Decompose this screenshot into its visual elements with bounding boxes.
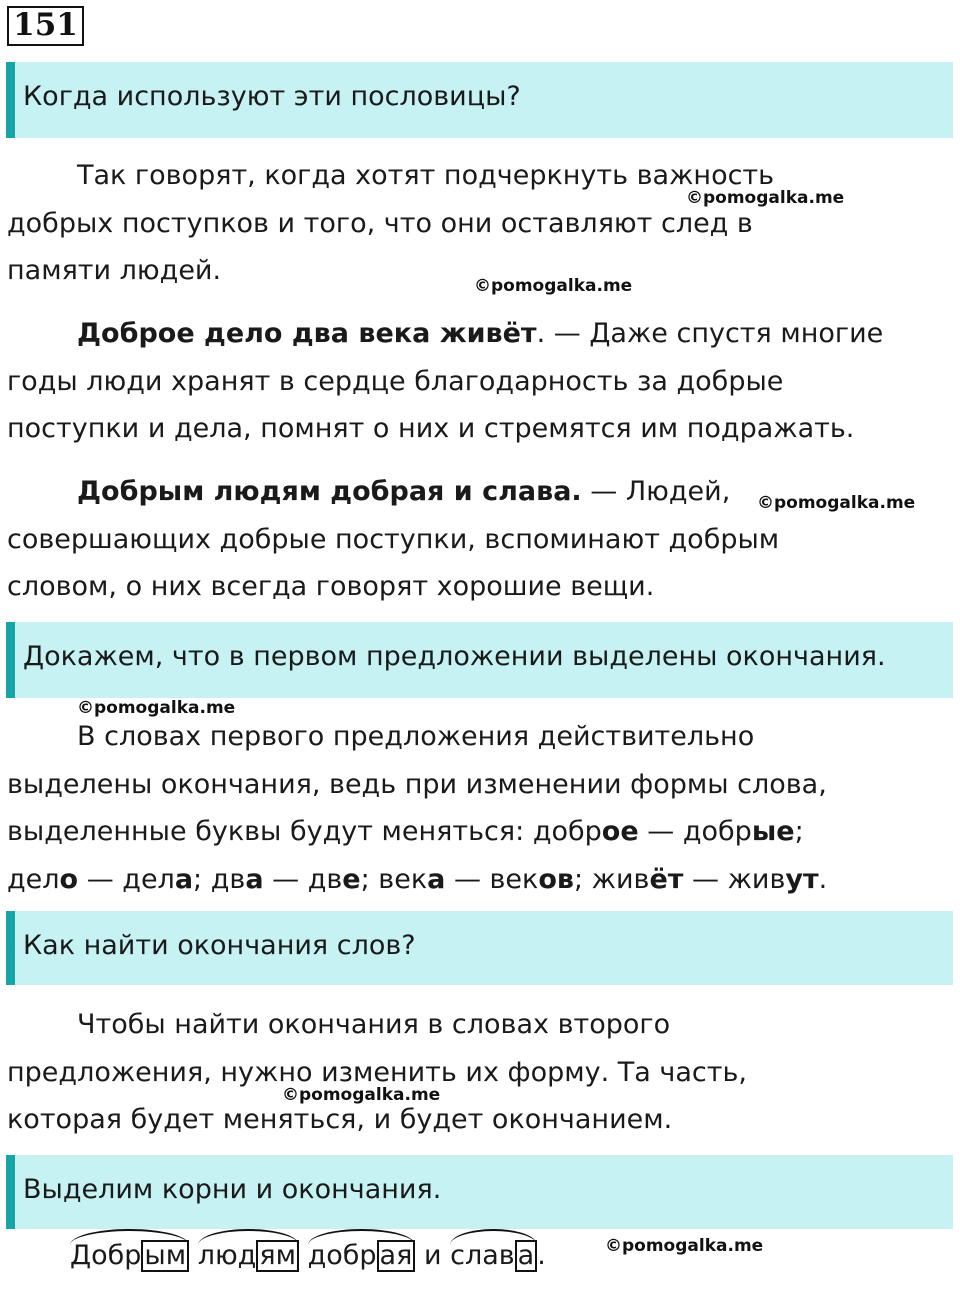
word-3 [308,1232,416,1280]
answer-paragraph-1: Так говорят, когда хотят подчеркнуть важность добрых поступков и того, что они оставляют след в памяти людей. [7,160,775,286]
question-header-4 [6,1155,953,1229]
word-5 [450,1232,537,1280]
task-number: 151 [7,6,84,46]
question-header-2 [6,622,953,698]
question-header-3 [6,911,953,985]
root: слав [450,1240,515,1271]
question-text: Как найти окончания слов? [23,930,416,961]
question-text: Когда используют эти пословицы? [23,81,521,112]
proverb-1: Доброе дело два века живёт [77,318,537,349]
watermark: ©pomogalka.me [474,276,633,296]
watermark: ©pomogalka.me [77,698,236,718]
question-text: Докажем, что в первом предложении выделены окончания. [23,641,886,672]
word-2 [198,1232,299,1280]
word-4: и [423,1240,442,1271]
question-text: Выделим корни и окончания. [23,1174,442,1205]
root: люд [197,1240,257,1271]
root: Добр [70,1240,142,1271]
watermark: ©pomogalka.me [605,1236,764,1256]
answer-paragraph-3: Добрым людям добрая и слава. — Людей, совершающих добрые поступки, вспоминают добрым словом, о них всегда говорят хорошие вещи. [7,476,780,602]
answer-paragraph-2: Доброе дело два века живёт. — Даже спустя многие годы люди хранят в сердце благодарность за добрые поступки и дела, помнят о них и стремятся им подражать. [7,318,884,444]
ending: ым [141,1240,189,1272]
answer-paragraph-5: Чтобы найти окончания в словах второго предложения, нужно изменить их форму. Та часть, которая будет меняться, и будет окончанием. [7,1009,747,1135]
question-header-1 [6,62,953,138]
watermark: ©pomogalka.me [686,188,845,208]
ending: ям [256,1240,299,1272]
ending: ая [377,1240,416,1272]
watermark: ©pomogalka.me [757,493,916,513]
word-1 [70,1232,189,1280]
morpheme-analysis: Добр ым люд ям добр ая и слав а . [70,1232,546,1280]
proverb-2: Добрым людям добрая и слава. [77,476,582,507]
watermark: ©pomogalka.me [282,1085,441,1105]
ending: а [515,1240,538,1272]
root: добр [307,1240,377,1271]
answer-paragraph-4: В словах первого предложения действительно выделены окончания, ведь при изменении формы слова, выделенные буквы будут меняться: доброе — добрые; дело — дела; два — две; века — веков; живёт — живут. [7,721,828,895]
